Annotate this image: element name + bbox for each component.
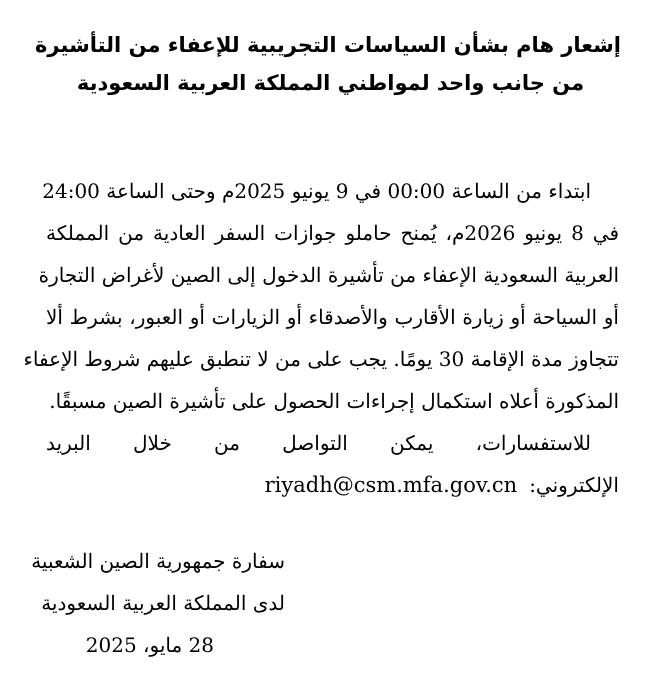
email-line: [46, 464, 619, 506]
email-label: الإلكتروني:: [529, 473, 619, 497]
body-line: العربية السعودية الإعفاء من تأشيرة الدخول إلى الصين لأغراض التجارة: [38, 263, 619, 287]
embassy-name: سفارة جمهورية الصين الشعبية: [31, 549, 285, 573]
inquiry-line: للاستفسارات، يمكن التواصل من خلال البريد: [46, 431, 591, 455]
title-line-2: من جانب واحد لمواطني المملكة العربية السعودية: [76, 71, 585, 95]
body-line: أو السياحة أو زيارة الأقارب والأصدقاء أو الزيارات أو العبور، بشرط ألا: [46, 305, 619, 329]
body-line: في 8 يونيو 2026م، يُمنح حاملو جوازات السفر العادية من المملكة: [46, 221, 620, 245]
body-line: المذكورة أعلاه استكمال إجراءات الحصول على تأشيرة الصين مسبقًا.: [49, 389, 619, 413]
notice-title: [35, 26, 621, 102]
embassy-location: لدى المملكة العربية السعودية: [41, 591, 285, 615]
body-line: ابتداء من الساعة 00:00 في 9 يونيو 2025م وحتى الساعة 24:00: [42, 179, 591, 203]
title-line-1: إشعار هام بشأن السياسات التجريبية للإعفاء من التأشيرة: [35, 33, 621, 57]
notice-body: [23, 170, 620, 506]
body-line: تتجاوز مدة الإقامة 30 يومًا. يجب على من لا تنطبق عليهم شروط الإعفاء: [23, 347, 619, 371]
notice-date: 28 مايو، 2025: [85, 633, 214, 657]
email-address[interactable]: riyadh@csm.mfa.gov.cn: [264, 473, 518, 497]
